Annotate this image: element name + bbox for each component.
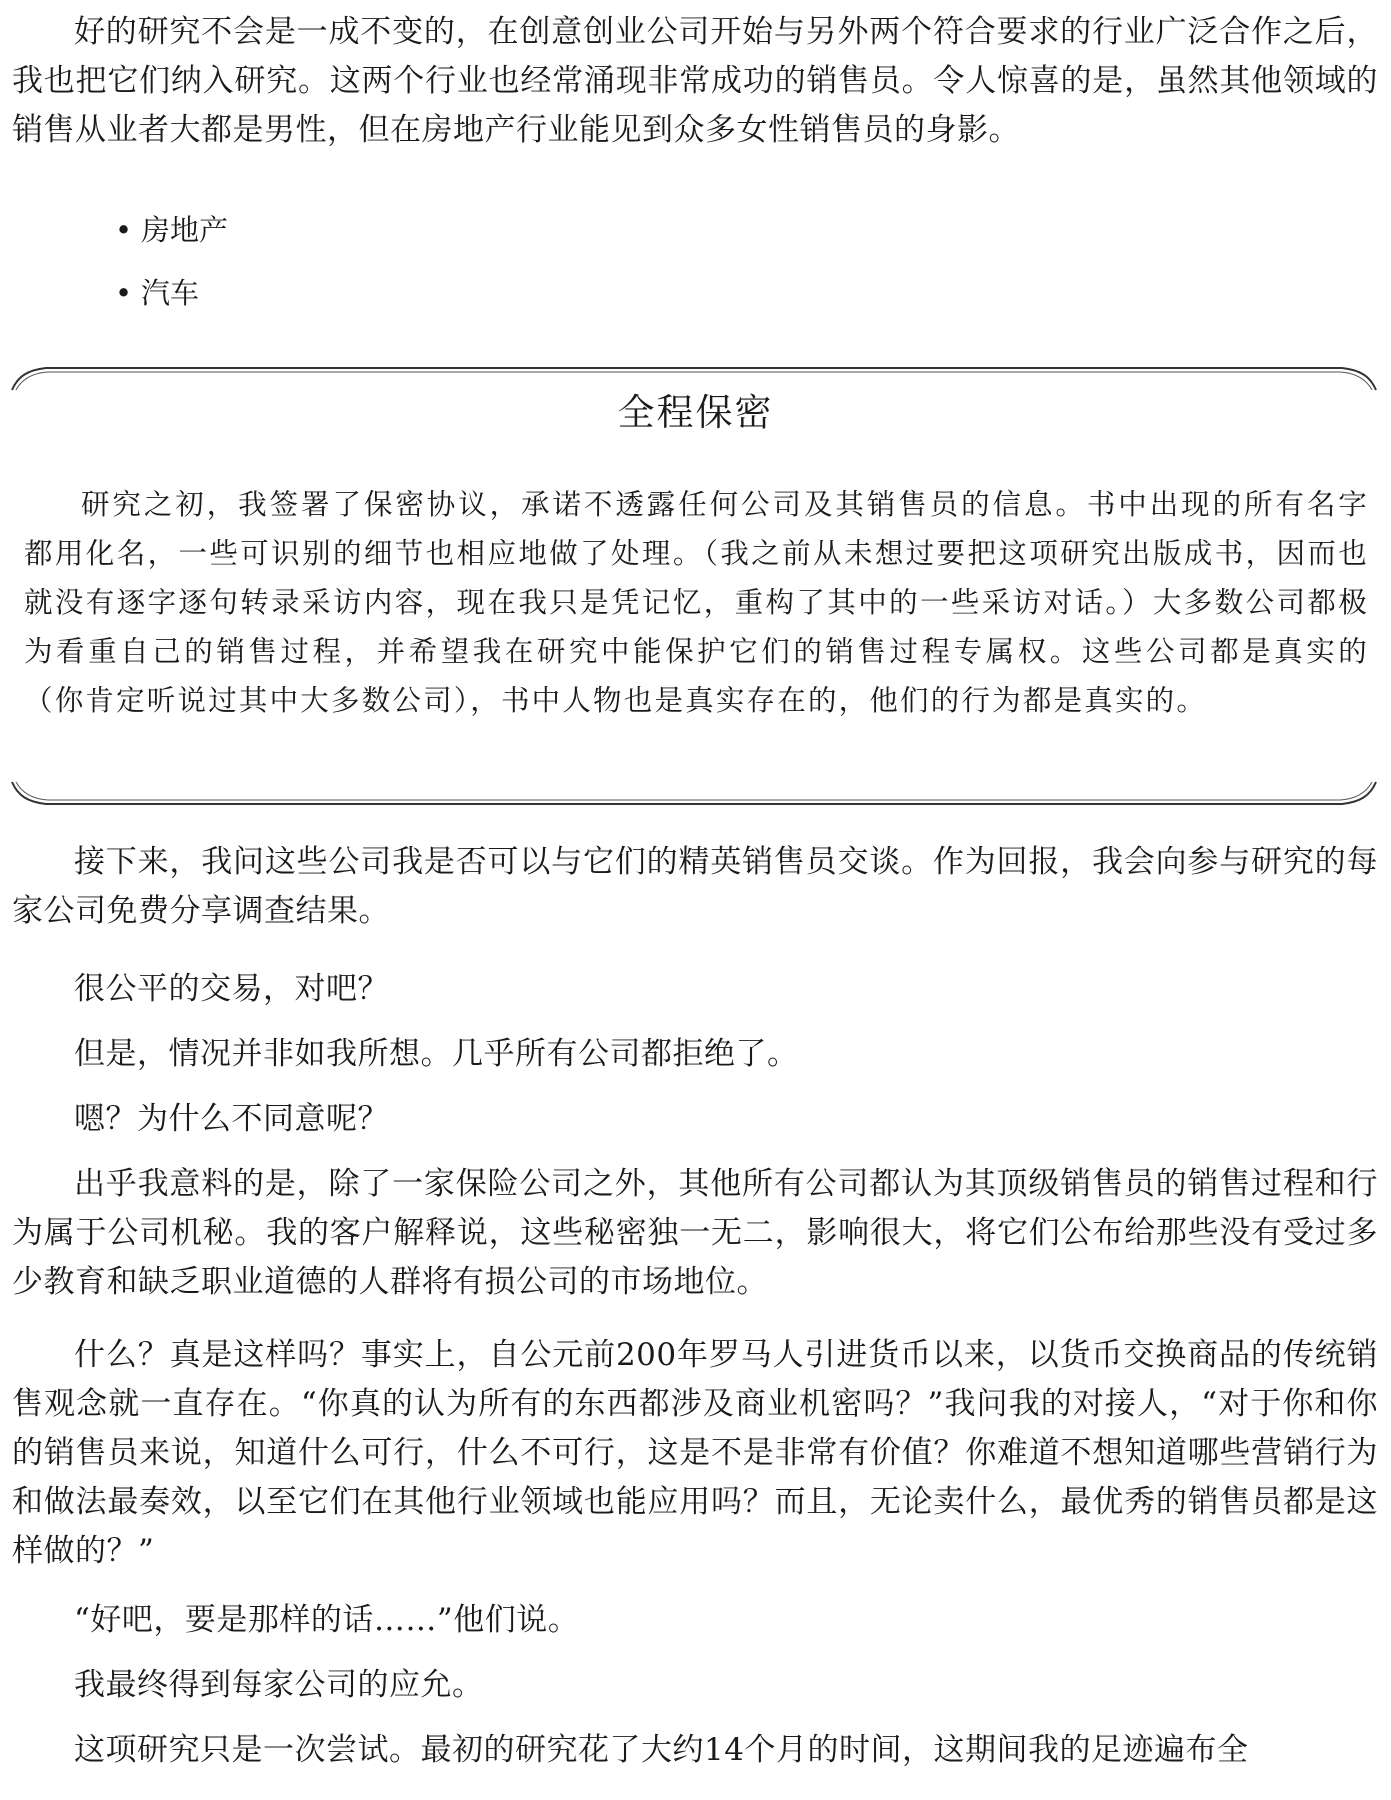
- list-item-label: 房地产: [141, 213, 229, 247]
- bullet-icon: •: [115, 276, 133, 310]
- list-item-label: 汽车: [141, 276, 200, 310]
- body-paragraph: “好吧，要是那样的话……”他们说。: [74, 1602, 580, 1638]
- intro-paragraph: 好的研究不会是一成不变的，在创意创业公司开始与另外两个符合要求的行业广泛合作之后，我也把它们纳入研究。这两个行业也经常涌现非常成功的销售员。令人惊喜的是，虽然其他领域的销售从业者大都是男性，但在房地产行业能见到众多女性销售员的身影。: [12, 14, 1378, 148]
- body-paragraph: 什么？真是这样吗？事实上，自公元前200年罗马人引进货币以来，以货币交换商品的传统销售观念就一直存在。“你真的认为所有的东西都涉及商业机密吗？”我问我的对接人，“对于你和你的销售员来说，知道什么可行，什么不可行，这是不是非常有价值？你难道不想知道哪些营销行为和做法最奏效，以至它们在其他行业领域也能应用吗？而且，无论卖什么，最优秀的销售员都是这样做的？”: [12, 1337, 1378, 1569]
- body-paragraph: 但是，情况并非如我所想。几乎所有公司都拒绝了。: [74, 1036, 799, 1072]
- list-item: [115, 267, 228, 330]
- sidebar-title: 全程保密: [617, 391, 774, 434]
- body-paragraph: 接下来，我问这些公司我是否可以与它们的精英销售员交谈。作为回报，我会向参与研究的每家公司免费分享调查结果。: [12, 844, 1378, 929]
- body-paragraph: 嗯？为什么不同意呢？: [74, 1101, 389, 1137]
- industry-list: [115, 204, 228, 330]
- body-paragraph: 出乎我意料的是，除了一家保险公司之外，其他所有公司都认为其顶级销售员的销售过程和行为属于公司机秘。我的客户解释说，这些秘密独一无二，影响很大，将它们公布给那些没有受过多少教育和缺乏职业道德的人群将有损公司的市场地位。: [12, 1166, 1378, 1300]
- sidebar-bottom-border: [10, 778, 1378, 818]
- bullet-icon: •: [115, 213, 133, 247]
- list-item: [115, 204, 228, 267]
- body-paragraph: 很公平的交易，对吧？: [74, 971, 389, 1007]
- sidebar-body: 研究之初，我签署了保密协议，承诺不透露任何公司及其销售员的信息。书中出现的所有名字都用化名，一些可识别的细节也相应地做了处理。（我之前从未想过要把这项研究出版成书，因而也就没有逐字逐句转录采访内容，现在我只是凭记忆，重构了其中的一些采访对话。）大多数公司都极为看重自己的销售过程，并希望我在研究中能保护它们的销售过程专属权。这些公司都是真实的（你肯定听说过其中大多数公司），书中人物也是真实存在的，他们的行为都是真实的。: [24, 488, 1369, 717]
- body-paragraph: 这项研究只是一次尝试。最初的研究花了大约14个月的时间，这期间我的足迹遍布全: [74, 1732, 1249, 1768]
- body-paragraph: 我最终得到每家公司的应允。: [74, 1667, 484, 1703]
